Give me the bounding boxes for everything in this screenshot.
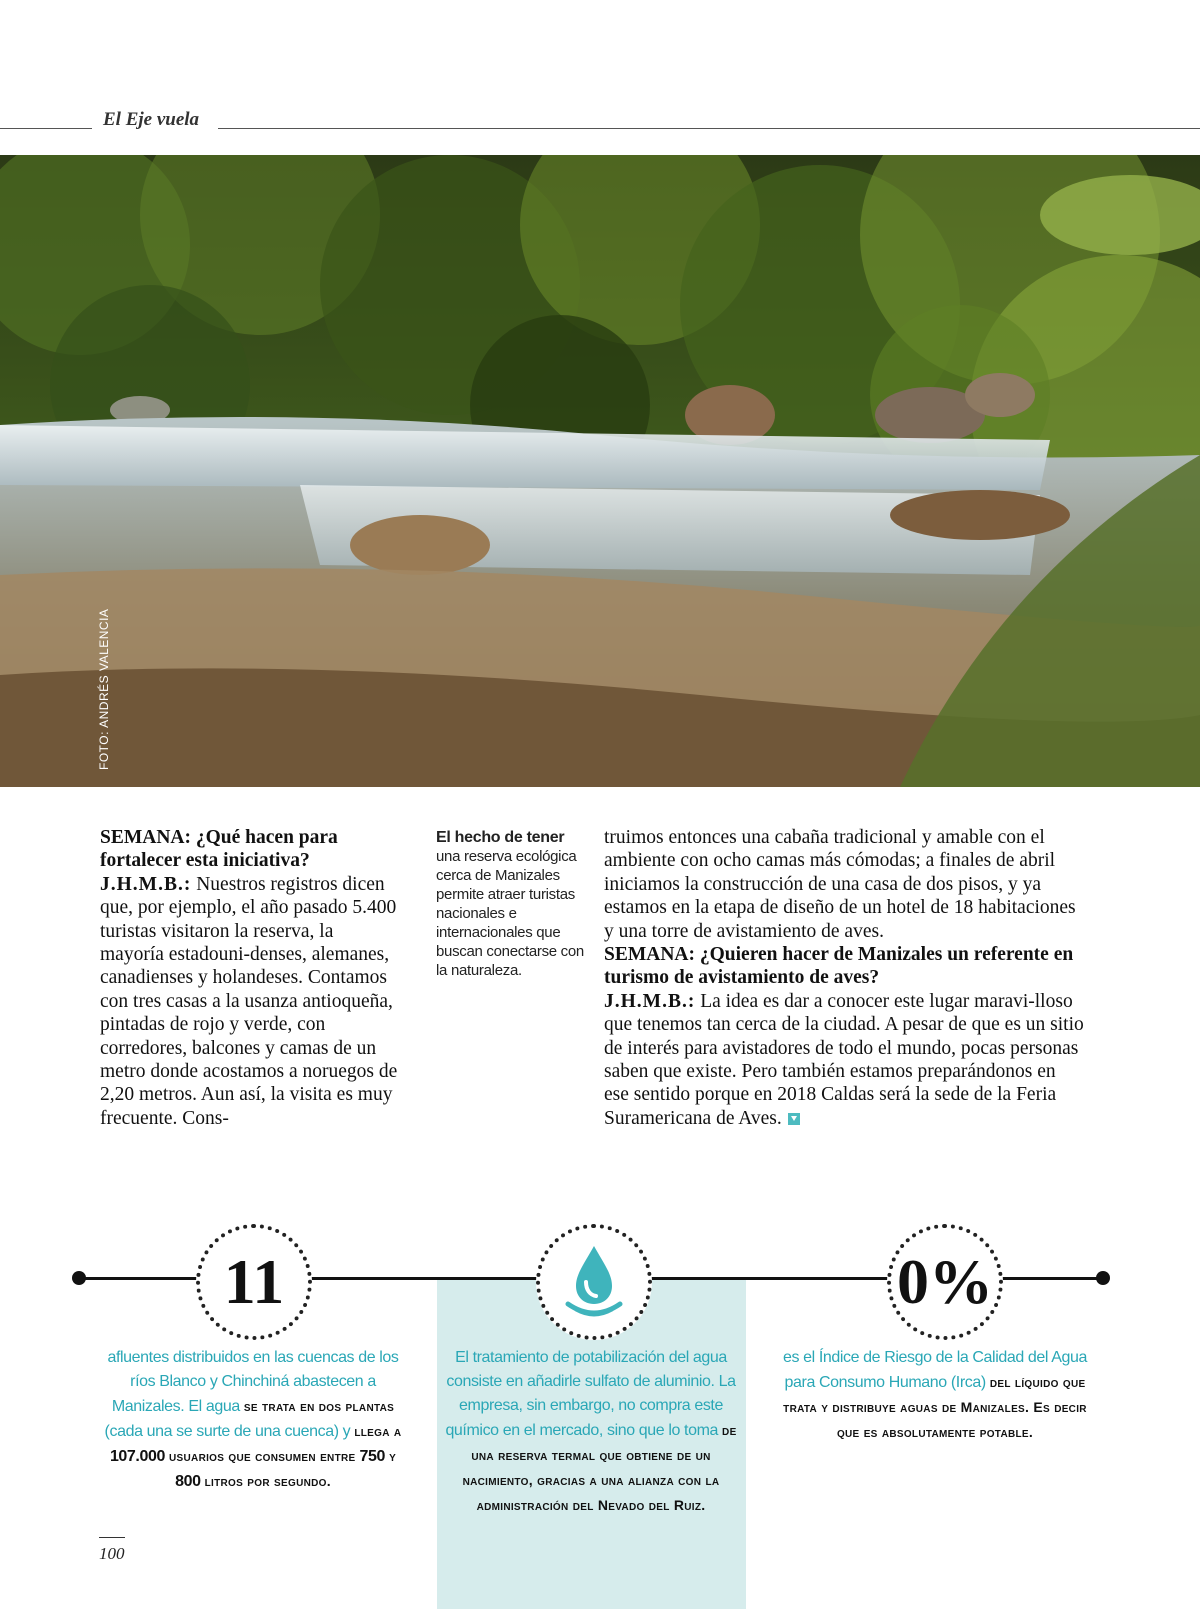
interview-column-1 bbox=[100, 826, 400, 1130]
stat-description-irca bbox=[782, 1346, 1088, 1445]
question-text: ¿Qué hacen para fortalecer esta iniciativa? bbox=[100, 827, 338, 872]
stat-emphasis: se trata en dos plantas bbox=[243, 1398, 395, 1414]
speaker-label: J.H.M.B.: bbox=[100, 873, 192, 895]
stat-emphasis: del líquido que trata y distribuye aguas de Manizales. Es decir que es absolutamente potable. bbox=[783, 1374, 1087, 1440]
waterfall-illustration bbox=[0, 155, 1200, 787]
timeline-dot-right bbox=[1096, 1271, 1110, 1285]
interview-answer bbox=[100, 873, 400, 1130]
interview-question bbox=[604, 943, 1084, 990]
answer-text: Nuestros registros dicen que, por ejemplo, el año pasado 5.400 turistas visitaron la reserva, la mayoría estadouni-denses, alemanes, canadienses y holandeses. Contamos con tres casas a la usanza antioqueña, pintadas de rojo y verde, con corredores, balcones y camas de un metro donde acostamos a noruegos de 2,20 metros. Aun así, la visita es muy frecuente. Cons- bbox=[100, 873, 398, 1129]
stat-circle-irca bbox=[887, 1224, 1003, 1340]
section-title: El Eje vuela bbox=[103, 109, 205, 131]
interview-question bbox=[100, 826, 400, 873]
stat-text: El tratamiento de potabilización del agua consiste en añadirle sulfato de aluminio. La empresa, sin embargo, no compra este químico en el mercado, sino que lo toma bbox=[445, 1349, 736, 1439]
stat-number: 0% bbox=[897, 1246, 993, 1317]
stat-figure: 750 bbox=[359, 1448, 386, 1465]
stat-emphasis: llega a bbox=[354, 1423, 402, 1439]
stat-text: (cada una se surte de una cuenca) y bbox=[104, 1423, 351, 1440]
speaker-label: SEMANA: bbox=[604, 944, 695, 966]
pull-quote-head: El hecho de tener bbox=[436, 829, 565, 846]
question-text: ¿Quieren hacer de Manizales un referente en turismo de avistamiento de aves? bbox=[604, 944, 1074, 989]
timeline-dot-left bbox=[72, 1271, 86, 1285]
speaker-label: SEMANA: bbox=[100, 827, 191, 848]
stat-description-affluents bbox=[98, 1346, 408, 1494]
header-rule-right bbox=[218, 128, 1200, 129]
stat-text: afluentes distribuidos en las cuencas de los ríos Blanco y Chinchiná abastecen a Manizales. El agua bbox=[107, 1349, 399, 1415]
speaker-label: J.H.M.B.: bbox=[604, 990, 696, 1012]
stat-number: 11 bbox=[223, 1246, 285, 1317]
pull-quote-text: una reserva ecológica cerca de Manizales permite atraer turistas nacionales e internacionales que buscan conectarse con la naturaleza. bbox=[436, 848, 584, 979]
answer-text: La idea es dar a conocer este lugar maravi-lloso que tenemos tan cerca de la ciudad. A pesar de que es un sitio de interés para avistadores de todo el mundo, pocas personas saben que existe. Pero también estamos preparándonos en ese sentido porque en 2018 Caldas será la sede de la Feria Suramericana de Aves. bbox=[604, 990, 1084, 1129]
stat-circle-affluents bbox=[196, 1224, 312, 1340]
stat-text: es el Índice de Riesgo de la Calidad del Agua para Consumo Humano (Irca) bbox=[782, 1349, 1087, 1391]
stat-circle-treatment bbox=[536, 1224, 652, 1340]
continuation-text: truimos entonces una cabaña tradicional y amable con el ambiente con ocho camas más cómodas; a finales de abril iniciamos la construcción de una casa de dos pisos, y ya estamos en la etapa de diseño de un hotel de 18 habitaciones y una torre de avistamiento de aves. bbox=[604, 827, 1076, 942]
page-number: 100 bbox=[99, 1544, 125, 1563]
end-of-article-icon bbox=[788, 1113, 800, 1125]
waterfall-photo bbox=[0, 155, 1200, 787]
pull-quote bbox=[436, 828, 586, 980]
photo-credit: FOTO: ANDRÉS VALENCIA bbox=[97, 608, 111, 770]
stat-emphasis: usuarios que consumen entre bbox=[169, 1448, 356, 1464]
stat-emphasis: de una reserva termal que obtiene de un nacimiento, gracias a una alianza con la administración del Nevado del Ruiz. bbox=[462, 1422, 737, 1513]
stat-figure: 800 bbox=[175, 1473, 201, 1490]
stat-description-treatment bbox=[445, 1346, 737, 1518]
stat-emphasis: litros por segundo. bbox=[204, 1473, 331, 1489]
header-rule-left bbox=[0, 128, 92, 129]
stat-emphasis: y bbox=[389, 1448, 397, 1464]
interview-column-2 bbox=[604, 826, 1084, 1130]
water-drop-icon bbox=[562, 1242, 626, 1322]
folio-rule bbox=[99, 1537, 125, 1538]
interview-answer bbox=[604, 990, 1084, 1130]
stat-figure: 107.000 bbox=[109, 1448, 165, 1465]
